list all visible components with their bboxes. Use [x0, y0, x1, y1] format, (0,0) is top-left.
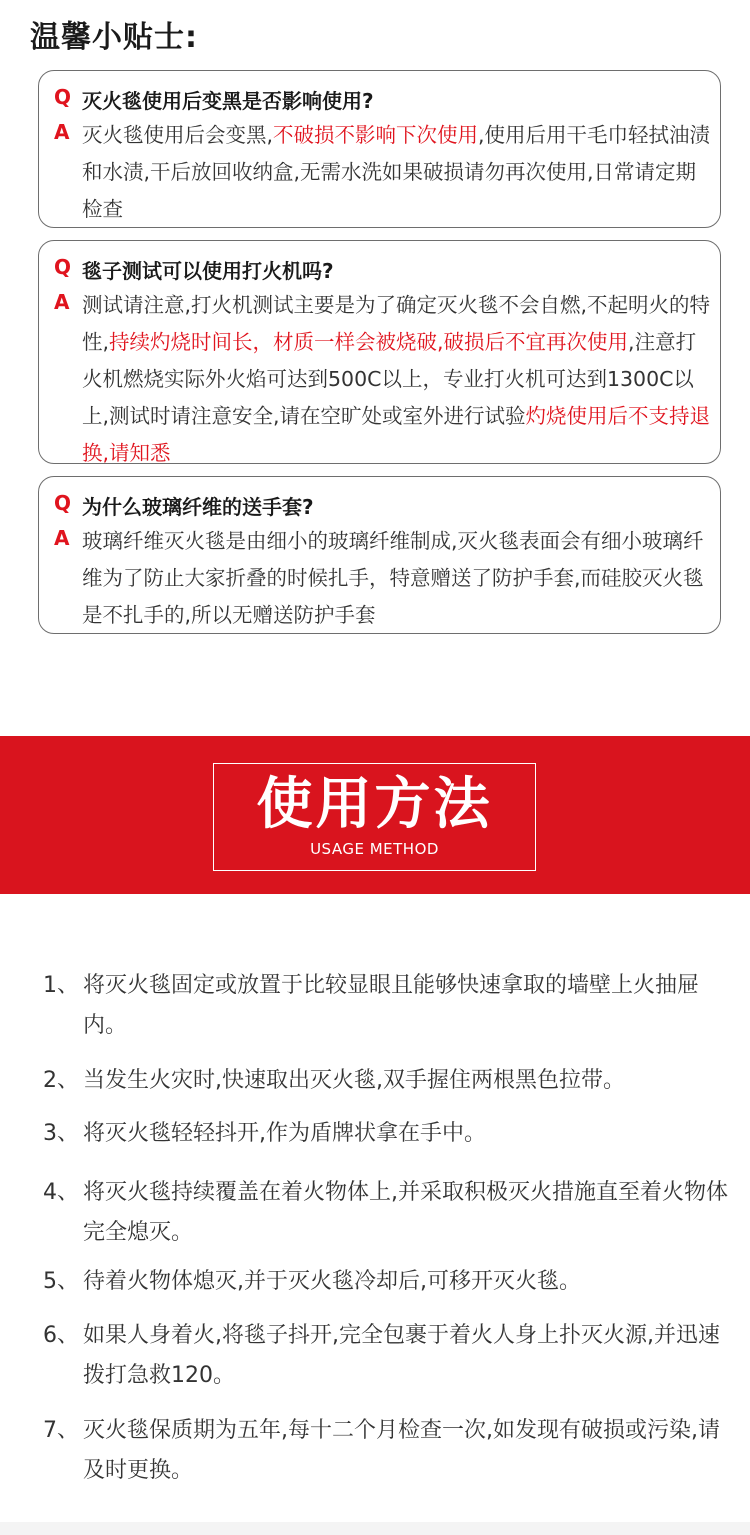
answer-segment: 灭火毯使用后会变黑,	[82, 123, 274, 147]
tips-title: 温馨小贴士:	[30, 20, 198, 55]
answer-highlight: 不破损不影响下次使用	[273, 123, 479, 147]
qa-card	[38, 240, 721, 464]
bottom-strip	[0, 1522, 750, 1535]
step-text: 将灭火毯轻轻抖开,作为盾牌状拿在手中。	[83, 1121, 486, 1146]
question-text: 灭火毯使用后变黑是否影响使用?	[82, 89, 374, 113]
answer-highlight: 灼烧使用后不支持退换,请知悉	[82, 404, 711, 465]
answer-text	[82, 287, 716, 472]
qa-card	[38, 476, 721, 634]
step-number: 4、	[43, 1180, 79, 1205]
answer-highlight: 持续灼烧时间长，材质一样会被烧破,破损后不宜再次使用	[109, 330, 629, 354]
usage-banner	[0, 736, 750, 894]
usage-subtitle: USAGE METHOD	[310, 840, 439, 858]
usage-title-box	[213, 763, 536, 871]
answer-text	[82, 117, 716, 228]
step-number: 7、	[43, 1418, 79, 1443]
a-mark: A	[54, 526, 70, 550]
step-text: 当发生火灾时,快速取出灭火毯,双手握住两根黑色拉带。	[83, 1068, 625, 1093]
answer-segment: 玻璃纤维灭火毯是由细小的玻璃纤维制成,灭火毯表面会有细小玻璃纤维为了防止大家折叠的时候扎手，特意赠送了防护手套,而硅胶灭火毯是不扎手的,所以无赠送防护手套	[82, 529, 704, 627]
usage-title: 使用方法	[256, 772, 493, 837]
qa-card	[38, 70, 721, 228]
a-mark: A	[54, 290, 70, 314]
step-text: 将灭火毯持续覆盖在着火物体上,并采取积极灭火措施直至着火物体完全熄灭。	[83, 1180, 728, 1245]
step-number: 2、	[43, 1068, 79, 1093]
question-text: 毯子测试可以使用打火机吗?	[82, 259, 334, 283]
step-number: 3、	[43, 1121, 79, 1146]
step-number: 6、	[43, 1323, 79, 1348]
q-mark: Q	[54, 255, 72, 279]
step-text: 灭火毯保质期为五年,每十二个月检查一次,如发现有破损或污染,请及时更换。	[83, 1418, 720, 1483]
step-number: 5、	[43, 1269, 79, 1294]
question-text: 为什么玻璃纤维的送手套?	[82, 495, 314, 519]
q-mark: Q	[54, 491, 72, 515]
answer-segment: 测试请注意,打火机测试主要是为了确定灭火毯不会自燃,不起明火的特性,	[82, 293, 711, 354]
step-text: 如果人身着火,将毯子抖开,完全包裹于着火人身上扑灭火源,并迅速拨打急救120。	[83, 1323, 720, 1388]
answer-text	[82, 523, 716, 634]
step-text: 待着火物体熄灭,并于灭火毯冷却后,可移开灭火毯。	[83, 1269, 581, 1294]
step-text: 将灭火毯固定或放置于比较显眼且能够快速拿取的墙壁上火抽屉内。	[83, 973, 700, 1038]
answer-segment: ,使用后用干毛巾轻拭油渍和水渍,干后放回收纳盒,无需水洗如果破损请勿再次使用,日常请定期检查	[82, 123, 711, 221]
step-number: 1、	[43, 973, 79, 998]
a-mark: A	[54, 120, 70, 144]
answer-segment: ,注意打火机燃烧实际外火焰可达到500C以上，专业打火机可达到1300C以上,测试时请注意安全,请在空旷处或室外进行试验	[82, 330, 697, 428]
q-mark: Q	[54, 85, 72, 109]
